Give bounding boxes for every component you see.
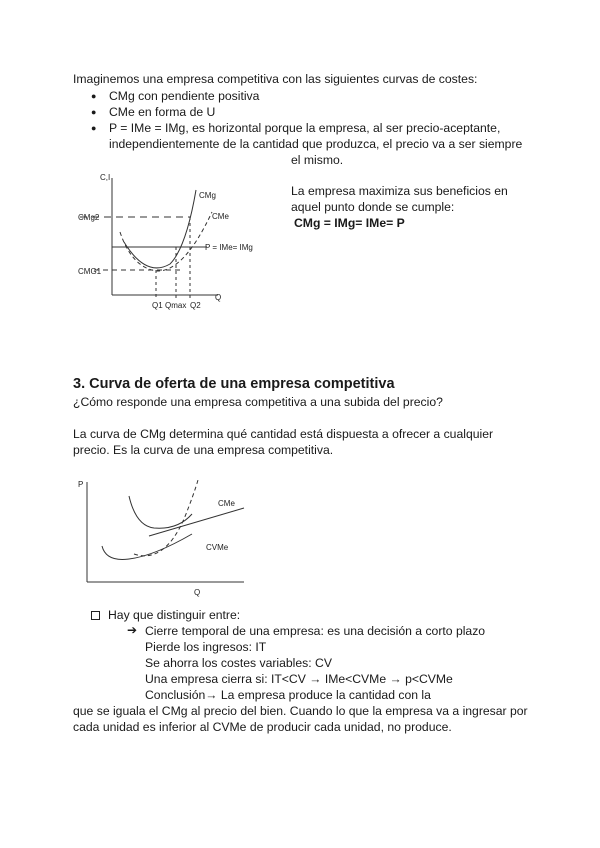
bullet-item: CMg con pendiente positiva	[109, 89, 260, 103]
x-label-q1: Q1	[152, 301, 163, 310]
curve-label-cme: CMe	[218, 499, 235, 508]
x-axis-label: Q	[215, 293, 222, 302]
bullet-continuation: el mismo.	[291, 153, 344, 167]
cvme-curve	[102, 534, 192, 559]
y-axis-label: P	[78, 480, 84, 489]
x-axis-label: Q	[194, 588, 201, 597]
section-question: ¿Cómo responde una empresa competitiva a una subida del precio?	[73, 395, 443, 409]
curve-label-cmg: CMg	[199, 191, 216, 200]
section-heading: 3. Curva de oferta de una empresa competitiva	[73, 376, 395, 392]
curve-label-cvme: CVMe	[206, 543, 229, 552]
supply-curve-diagram	[74, 474, 264, 599]
x-label-q2: Q2	[190, 301, 201, 310]
side-text-line: aquel punto donde se cumple:	[291, 200, 455, 214]
side-text-line: La empresa maximiza sus beneficios en	[291, 184, 508, 198]
curve-label-price: P = IMe= IMg	[205, 243, 253, 252]
detail-line: Se ahorra los costes variables: CV	[145, 656, 332, 670]
x-label-qmax: Qmax	[165, 301, 187, 310]
detail-line: Pierde los ingresos: IT	[145, 640, 267, 654]
y-label-cmg2: CMg2	[78, 213, 100, 222]
checklist-item: Hay que distinguir entre:	[108, 608, 241, 622]
y-label-cmg1: CMG1	[78, 267, 102, 276]
y-axis-label: C,I	[100, 173, 111, 182]
curve-label-cme: CMe	[212, 212, 229, 221]
cme-curve	[120, 212, 212, 271]
bullet-item: P = IMe = IMg, es horizontal porque la empresa, al ser precio-aceptante,	[109, 121, 501, 135]
cme-curve	[129, 496, 192, 528]
bullet-dot: ●	[91, 123, 97, 133]
paragraph-line: precio. Es la curva de una empresa competitiva.	[73, 443, 334, 457]
detail-line: Una empresa cierra si: IT<CV → IMe<CVMe → p<CVMe	[145, 672, 453, 686]
arrow-item: Cierre temporal de una empresa: es una decisión a corto plazo	[145, 624, 486, 638]
bullet-dot: ●	[91, 91, 97, 101]
bullet-dot: ●	[91, 107, 97, 117]
checkbox[interactable]	[91, 611, 100, 620]
price-line	[149, 508, 244, 536]
cost-curves-diagram	[72, 168, 272, 313]
bullet-item: CMe en forma de U	[109, 105, 216, 119]
detail-line: Conclusión→ La empresa produce la cantidad con la	[145, 688, 431, 702]
paragraph-line: que se iguala el CMg al precio del bien. Cuando lo que la empresa va a ingresar por	[73, 704, 528, 718]
bullet-continuation: independientemente de la cantidad que produzca, el precio va a ser siempre	[109, 137, 523, 151]
intro-text: Imaginemos una empresa competitiva con las siguientes curvas de costes:	[73, 72, 478, 86]
paragraph-line: cada unidad es inferior al CVMe de producir cada unidad, no produce.	[73, 720, 452, 734]
arrow-bullet-icon: ➔	[127, 623, 138, 637]
paragraph-line: La curva de CMg determina qué cantidad está dispuesta a ofrecer a cualquier	[73, 427, 494, 441]
equilibrium-formula: CMg = IMg= IMe= P	[294, 216, 405, 230]
cmg-curve	[124, 190, 196, 268]
